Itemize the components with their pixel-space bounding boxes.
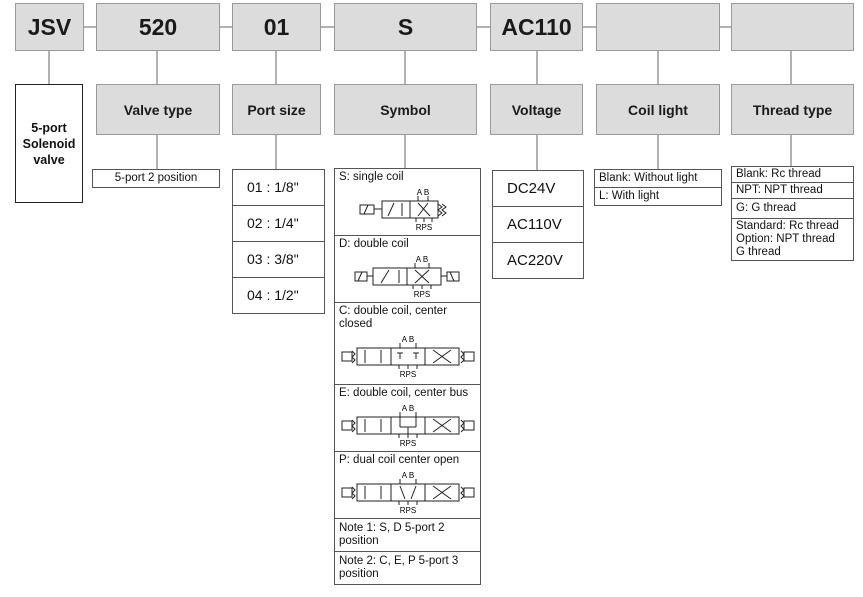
port-size-option: 01 : 1/8" xyxy=(232,169,325,206)
symbol-label: D: double coil xyxy=(339,238,409,250)
single-coil-valve-symbol xyxy=(358,186,458,230)
ports-bottom: RPS xyxy=(413,290,430,297)
ports-top: A B xyxy=(401,335,414,344)
thread-option: G: G thread xyxy=(731,198,854,219)
thread-option: Blank: Rc thread xyxy=(731,166,854,183)
header-symbol: Symbol xyxy=(334,84,477,135)
port-size-list xyxy=(232,169,325,314)
valve-type-option: 5-port 2 position xyxy=(92,169,220,188)
code-symbol: S xyxy=(334,3,477,51)
coil-light-option: L: With light xyxy=(594,187,722,206)
symbol-option-p xyxy=(334,451,481,519)
double-coil-valve-symbol xyxy=(353,253,463,297)
symbol-label: E: double coil, center bus xyxy=(339,387,469,399)
header-valve-type: Valve type xyxy=(96,84,220,135)
symbol-option-e xyxy=(334,384,481,452)
port-size-option: 04 : 1/2" xyxy=(232,277,325,314)
note-1: Note 1: S, D 5-port 2 position xyxy=(334,518,481,552)
ports-bottom: RPS xyxy=(399,506,416,513)
code-valve-type: 520 xyxy=(96,3,220,51)
symbol-label: P: dual coil center open xyxy=(339,454,460,466)
ports-top: A B xyxy=(401,404,414,413)
symbol-option-d xyxy=(334,235,481,303)
symbol-option-c xyxy=(334,302,481,385)
symbol-option-s xyxy=(334,168,481,236)
voltage-option: DC24V xyxy=(492,170,584,207)
voltage-list xyxy=(492,170,584,279)
ports-top: A B xyxy=(416,188,429,197)
code-voltage: AC110 xyxy=(490,3,583,51)
symbol-list xyxy=(334,168,481,585)
code-port-size: 01 xyxy=(232,3,321,51)
voltage-option: AC220V xyxy=(492,242,584,279)
code-series: JSV xyxy=(15,3,84,51)
center-closed-valve-symbol xyxy=(341,333,475,377)
symbol-label: S: single coil xyxy=(339,171,404,183)
ports-top: A B xyxy=(415,255,428,264)
coil-light-option: Blank: Without light xyxy=(594,169,722,188)
thread-option: Standard: Rc thread Option: NPT thread G thread xyxy=(731,218,854,261)
ports-bottom: RPS xyxy=(399,439,416,446)
ports-bottom: RPS xyxy=(415,223,432,230)
center-open-valve-symbol xyxy=(341,469,475,513)
port-size-option: 02 : 1/4" xyxy=(232,205,325,242)
center-bus-valve-symbol xyxy=(341,402,475,446)
header-voltage: Voltage xyxy=(490,84,583,135)
port-size-option: 03 : 3/8" xyxy=(232,241,325,278)
ports-top: A B xyxy=(401,471,414,480)
code-coil-light xyxy=(596,3,720,51)
header-port-size: Port size xyxy=(232,84,321,135)
header-coil-light: Coil light xyxy=(596,84,720,135)
header-thread-type: Thread type xyxy=(731,84,854,135)
code-thread-type xyxy=(731,3,854,51)
voltage-option: AC110V xyxy=(492,206,584,243)
ports-bottom: RPS xyxy=(399,370,416,377)
thread-type-list xyxy=(731,166,854,261)
coil-light-list xyxy=(594,169,722,206)
symbol-label: C: double coil, center closed xyxy=(339,305,448,330)
valve-type-list xyxy=(92,169,220,188)
thread-option: NPT: NPT thread xyxy=(731,182,854,199)
note-2: Note 2: C, E, P 5-port 3 position xyxy=(334,551,481,585)
series-description: 5-port Solenoid valve xyxy=(15,84,83,203)
